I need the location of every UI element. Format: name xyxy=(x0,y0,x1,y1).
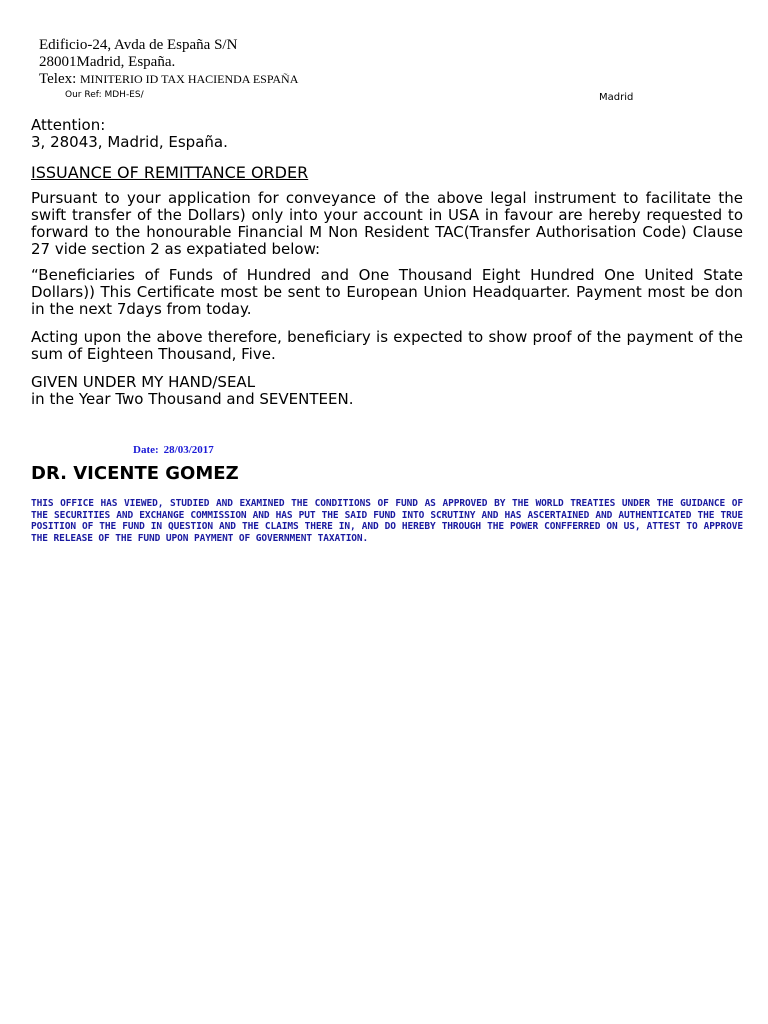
date-line xyxy=(133,444,214,456)
paragraph-2: “Beneficiaries of Funds of Hundred and One Thousand Eight Hundred One United State Dollars)) This Certificate most be sent to European Union Headquarter. Payment most be don in the next 7days from today. xyxy=(31,266,743,318)
letter-body xyxy=(31,117,743,408)
attestation-text: THIS OFFICE HAS VIEWED, STUDIED AND EXAMINED THE CONDITIONS OF FUND AS APPROVED BY THE WORLD TREATIES UNDER THE GUIDANCE OF THE SECURITIES AND EXCHANGE COMMISSION AND HAS PUT THE SAID FUND INTO SCRUTINY AND HAS ASCERTAINED AND AUTHENTICATED THE TRUE POSITION OF THE FUND IN QUESTION AND THE CLAIMS THERE IN, AND DO HEREBY THROUGH THE POWER CONFFERRED ON US, ATTEST TO APPROVE THE RELEASE OF THE FUND UPON PAYMENT OF GOVERNMENT TAXATION. xyxy=(31,498,743,544)
address-line-1: Edificio-24, Avda de España S/N xyxy=(39,37,238,53)
paragraph-3: Acting upon the above therefore, beneficiary is expected to show proof of the payment of the sum of Eighteen Thousand, Five. xyxy=(31,328,743,363)
given-line-1: GIVEN UNDER MY HAND/SEAL xyxy=(31,373,256,391)
date-value: 28/03/2017 xyxy=(163,444,214,456)
recipient-address: 3, 28043, Madrid, España. xyxy=(31,133,228,151)
letter-title: ISSUANCE OF REMITTANCE ORDER xyxy=(31,163,309,182)
our-ref: Our Ref: MDH-ES/ xyxy=(65,90,144,100)
signer-name: DR. VICENTE GOMEZ xyxy=(31,463,239,484)
telex-label: Telex: xyxy=(39,71,77,87)
address-line-2: 28001Madrid, España. xyxy=(39,54,176,70)
given-line-2: in the Year Two Thousand and SEVENTEEN. xyxy=(31,390,354,408)
attention-label: Attention: xyxy=(31,116,106,134)
telex-line xyxy=(39,71,639,88)
telex-value: MINITERIO ID TAX HACIENDA ESPAÑA xyxy=(80,72,299,86)
letterhead xyxy=(39,37,639,88)
reference-row xyxy=(65,90,645,104)
paragraph-1: Pursuant to your application for conveyance of the above legal instrument to facilitate the swift transfer of the Dollars) only into your account in USA in favour are hereby requested to forward to the honourable Financial M Non Resident TAC(Transfer Authorisation Code) Clause 27 vide section 2 as expatiated below: xyxy=(31,189,743,258)
date-label: Date: xyxy=(133,444,159,456)
given-under-seal xyxy=(31,374,743,408)
ref-city: Madrid xyxy=(599,92,634,103)
